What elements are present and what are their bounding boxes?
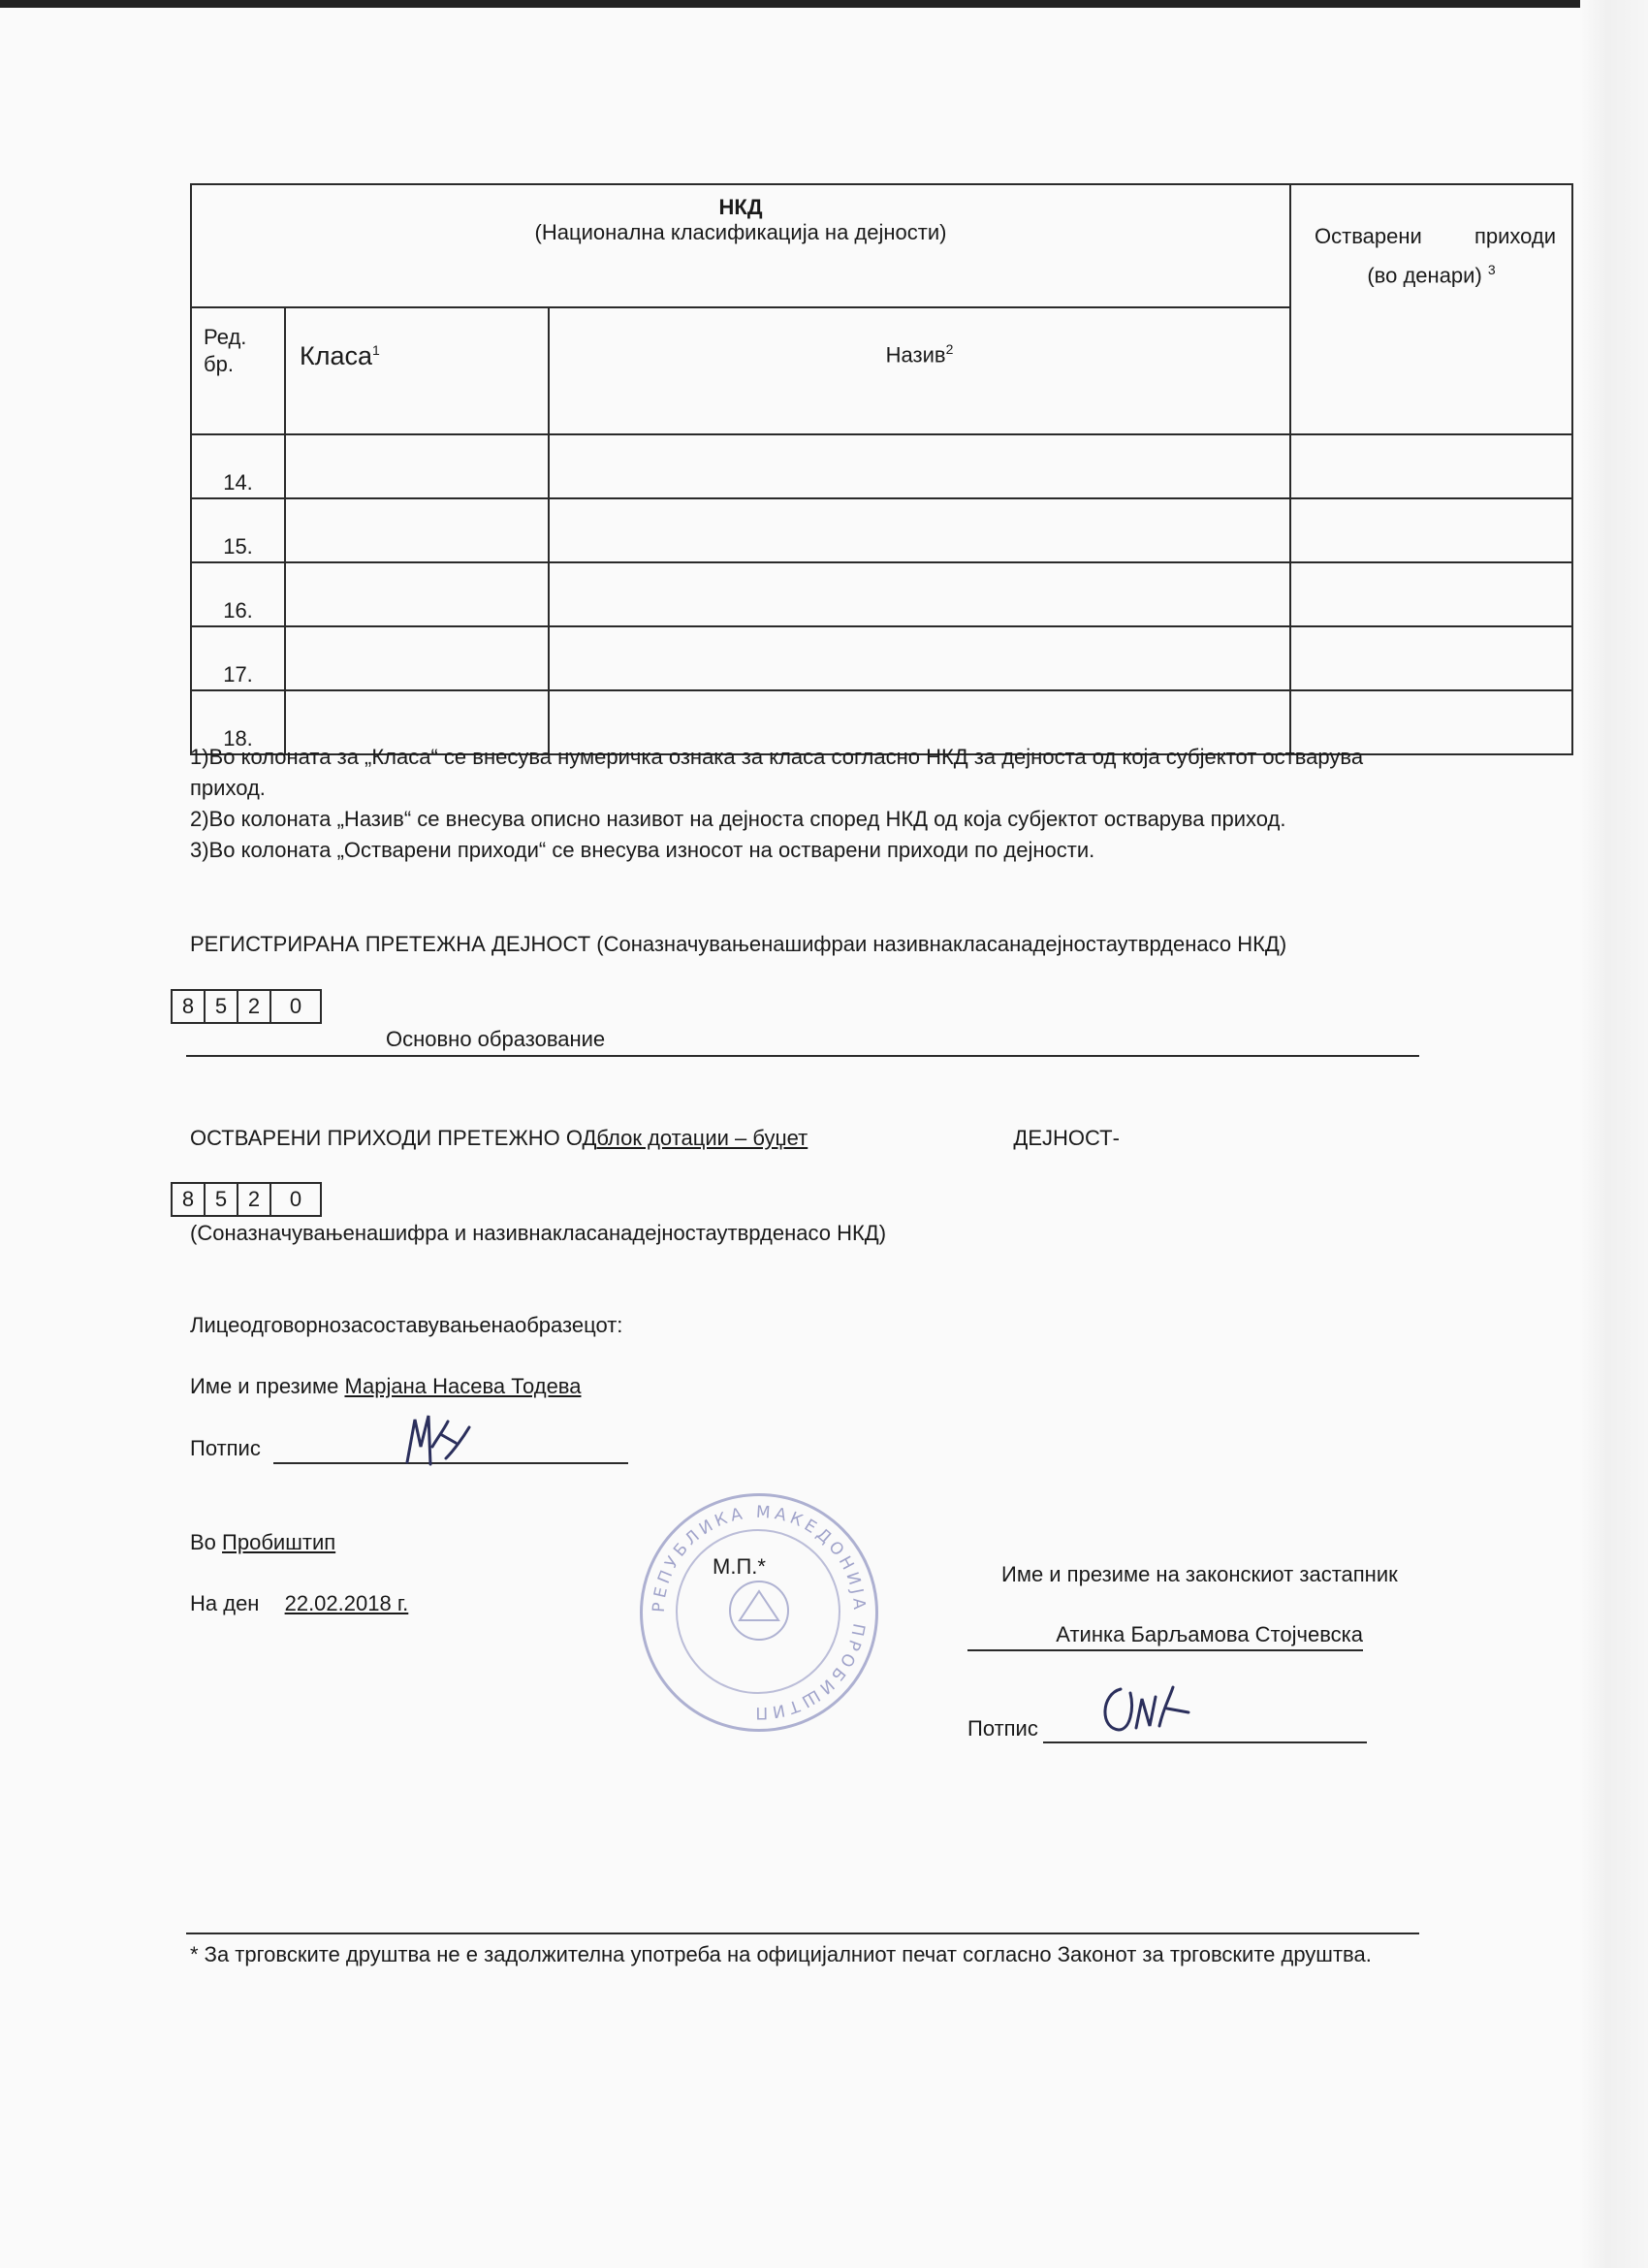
footnote-1: 1)Во колоната за „Класа“ се внесува нумеричка ознака за класа согласно НКД за дејноста од која субјектот остварува приход. (190, 745, 1364, 800)
nkd-header (191, 184, 1290, 307)
footnote-3: 3)Во колоната „Остварени приходи“ се внесува износот на остварени приходи по дејности. (190, 838, 1095, 862)
income-predominant-prefix: ОСТВАРЕНИ ПРИХОДИ ПРЕТЕЖНО ОД (190, 1126, 597, 1150)
date-label: На ден (190, 1591, 260, 1615)
responsible-name-value[interactable]: Марјана Насева Тодева (344, 1374, 582, 1398)
legal-representative-heading: Име и презиме на законскиот застапник (1001, 1562, 1398, 1586)
col-header-klasa-text: Класа (300, 341, 373, 370)
col-header-rb-line1: Ред. (204, 325, 247, 349)
date-value[interactable]: 22.02.2018 г. (284, 1591, 409, 1615)
col-header-naziv-sup: 2 (945, 341, 954, 357)
code-digit: 0 (289, 994, 302, 1018)
stamp-footnote: * За трговските друштва не е задолжителна употреба на официјалниот печат согласно Законот за трговските друштва. (190, 1942, 1372, 1966)
nkd-subtitle: (Национална класификација на дејности) (534, 220, 947, 244)
income-header-word1: Остварени (1315, 224, 1422, 248)
col-header-naziv-text: Назив (885, 342, 946, 367)
row-naziv-cell[interactable] (549, 434, 1290, 498)
responsible-heading: Лицеодговорнозасоставувањенаобразецот: (190, 1313, 623, 1337)
scan-right-edge (1580, 0, 1648, 2268)
code-digit: 5 (206, 1184, 238, 1215)
row-klasa-cell[interactable] (285, 626, 549, 690)
code-digit: 0 (289, 1187, 302, 1211)
legal-signature-label: Потпис (967, 1716, 1038, 1741)
table-row (191, 498, 1572, 562)
row-number: 16. (191, 562, 285, 626)
row-number: 14. (191, 434, 285, 498)
date-line (190, 1588, 408, 1619)
table-row (191, 626, 1572, 690)
registered-activity-name[interactable]: Основно образование (386, 1027, 606, 1051)
svg-text:РЕПУБЛИКА МАКЕДОНИЈА ПРОБИШТИП (650, 1503, 869, 1722)
registered-activity-label: РЕГИСТРИРАНА ПРЕТЕЖНА ДЕЈНОСТ (Соназначувањенашифраи називнакласанадејностаутврденасо НКД) (190, 932, 1287, 956)
row-number: 17. (191, 626, 285, 690)
responsible-signature-mark (399, 1408, 477, 1476)
stamp-label: М.П.* (713, 1554, 766, 1579)
income-predominant-suffix: ДЕЈНОСТ- (1013, 1126, 1120, 1150)
row-klasa-cell[interactable] (285, 498, 549, 562)
place-value[interactable]: Пробиштип (222, 1530, 336, 1554)
col-header-rb (191, 307, 285, 434)
responsible-signature-label: Потпис (190, 1436, 261, 1460)
legal-signature-mark (1092, 1670, 1198, 1747)
code-digit: 5 (206, 991, 238, 1022)
code-digit: 2 (238, 1184, 271, 1215)
row-naziv-cell[interactable] (549, 562, 1290, 626)
row-income-cell[interactable] (1290, 626, 1572, 690)
income-predominant-line (190, 1123, 1256, 1154)
official-stamp (640, 1493, 878, 1732)
income-code-note: (Соназначувањенашифра и називнакласанадејностаутврденасо НКД) (190, 1221, 887, 1245)
col-header-naziv (549, 307, 1290, 434)
row-naziv-cell[interactable] (549, 498, 1290, 562)
income-header-sup: 3 (1487, 262, 1496, 277)
nkd-title: НКД (718, 195, 763, 219)
table-row (191, 434, 1572, 498)
responsible-name-label: Име и презиме (190, 1374, 339, 1398)
income-header-word2: приходи (1474, 224, 1557, 248)
income-header (1290, 184, 1572, 434)
income-predominant-value[interactable]: блок дотации – буџет (596, 1126, 808, 1150)
row-naziv-cell[interactable] (549, 626, 1290, 690)
code-digit: 8 (173, 1184, 206, 1215)
code-digit: 2 (238, 991, 271, 1022)
col-header-rb-line2: бр. (204, 352, 234, 376)
nkd-table (190, 183, 1573, 755)
row-income-cell[interactable] (1290, 562, 1572, 626)
row-income-cell[interactable] (1290, 498, 1572, 562)
income-header-unit: (во денари) (1367, 263, 1482, 288)
scan-top-edge (0, 0, 1648, 8)
col-header-klasa-sup: 1 (372, 342, 380, 358)
footnote-2: 2)Во колоната „Назив“ се внесува описно називот на дејноста според НКД од која субјектот остварува приход. (190, 807, 1286, 831)
place-line (190, 1527, 335, 1558)
responsible-name-line (190, 1371, 581, 1402)
footer-divider (186, 1933, 1419, 1934)
row-number: 15. (191, 498, 285, 562)
table-row (191, 562, 1572, 626)
divider (186, 1055, 1419, 1057)
row-klasa-cell[interactable] (285, 562, 549, 626)
income-activity-code (171, 1182, 322, 1217)
row-klasa-cell[interactable] (285, 434, 549, 498)
place-label: Во (190, 1530, 216, 1554)
registered-activity-code (171, 989, 322, 1024)
table-footnotes (190, 742, 1441, 866)
col-header-klasa (285, 307, 549, 434)
legal-representative-name[interactable]: Атинка Барљамова Стојчевска (967, 1620, 1363, 1651)
stamp-graphic (643, 1496, 875, 1729)
stamp-text: РЕПУБЛИКА МАКЕДОНИЈА ПРОБИШТИП (649, 1502, 870, 1723)
code-digit: 8 (173, 991, 206, 1022)
row-income-cell[interactable] (1290, 434, 1572, 498)
row-number: 18. (191, 690, 285, 754)
